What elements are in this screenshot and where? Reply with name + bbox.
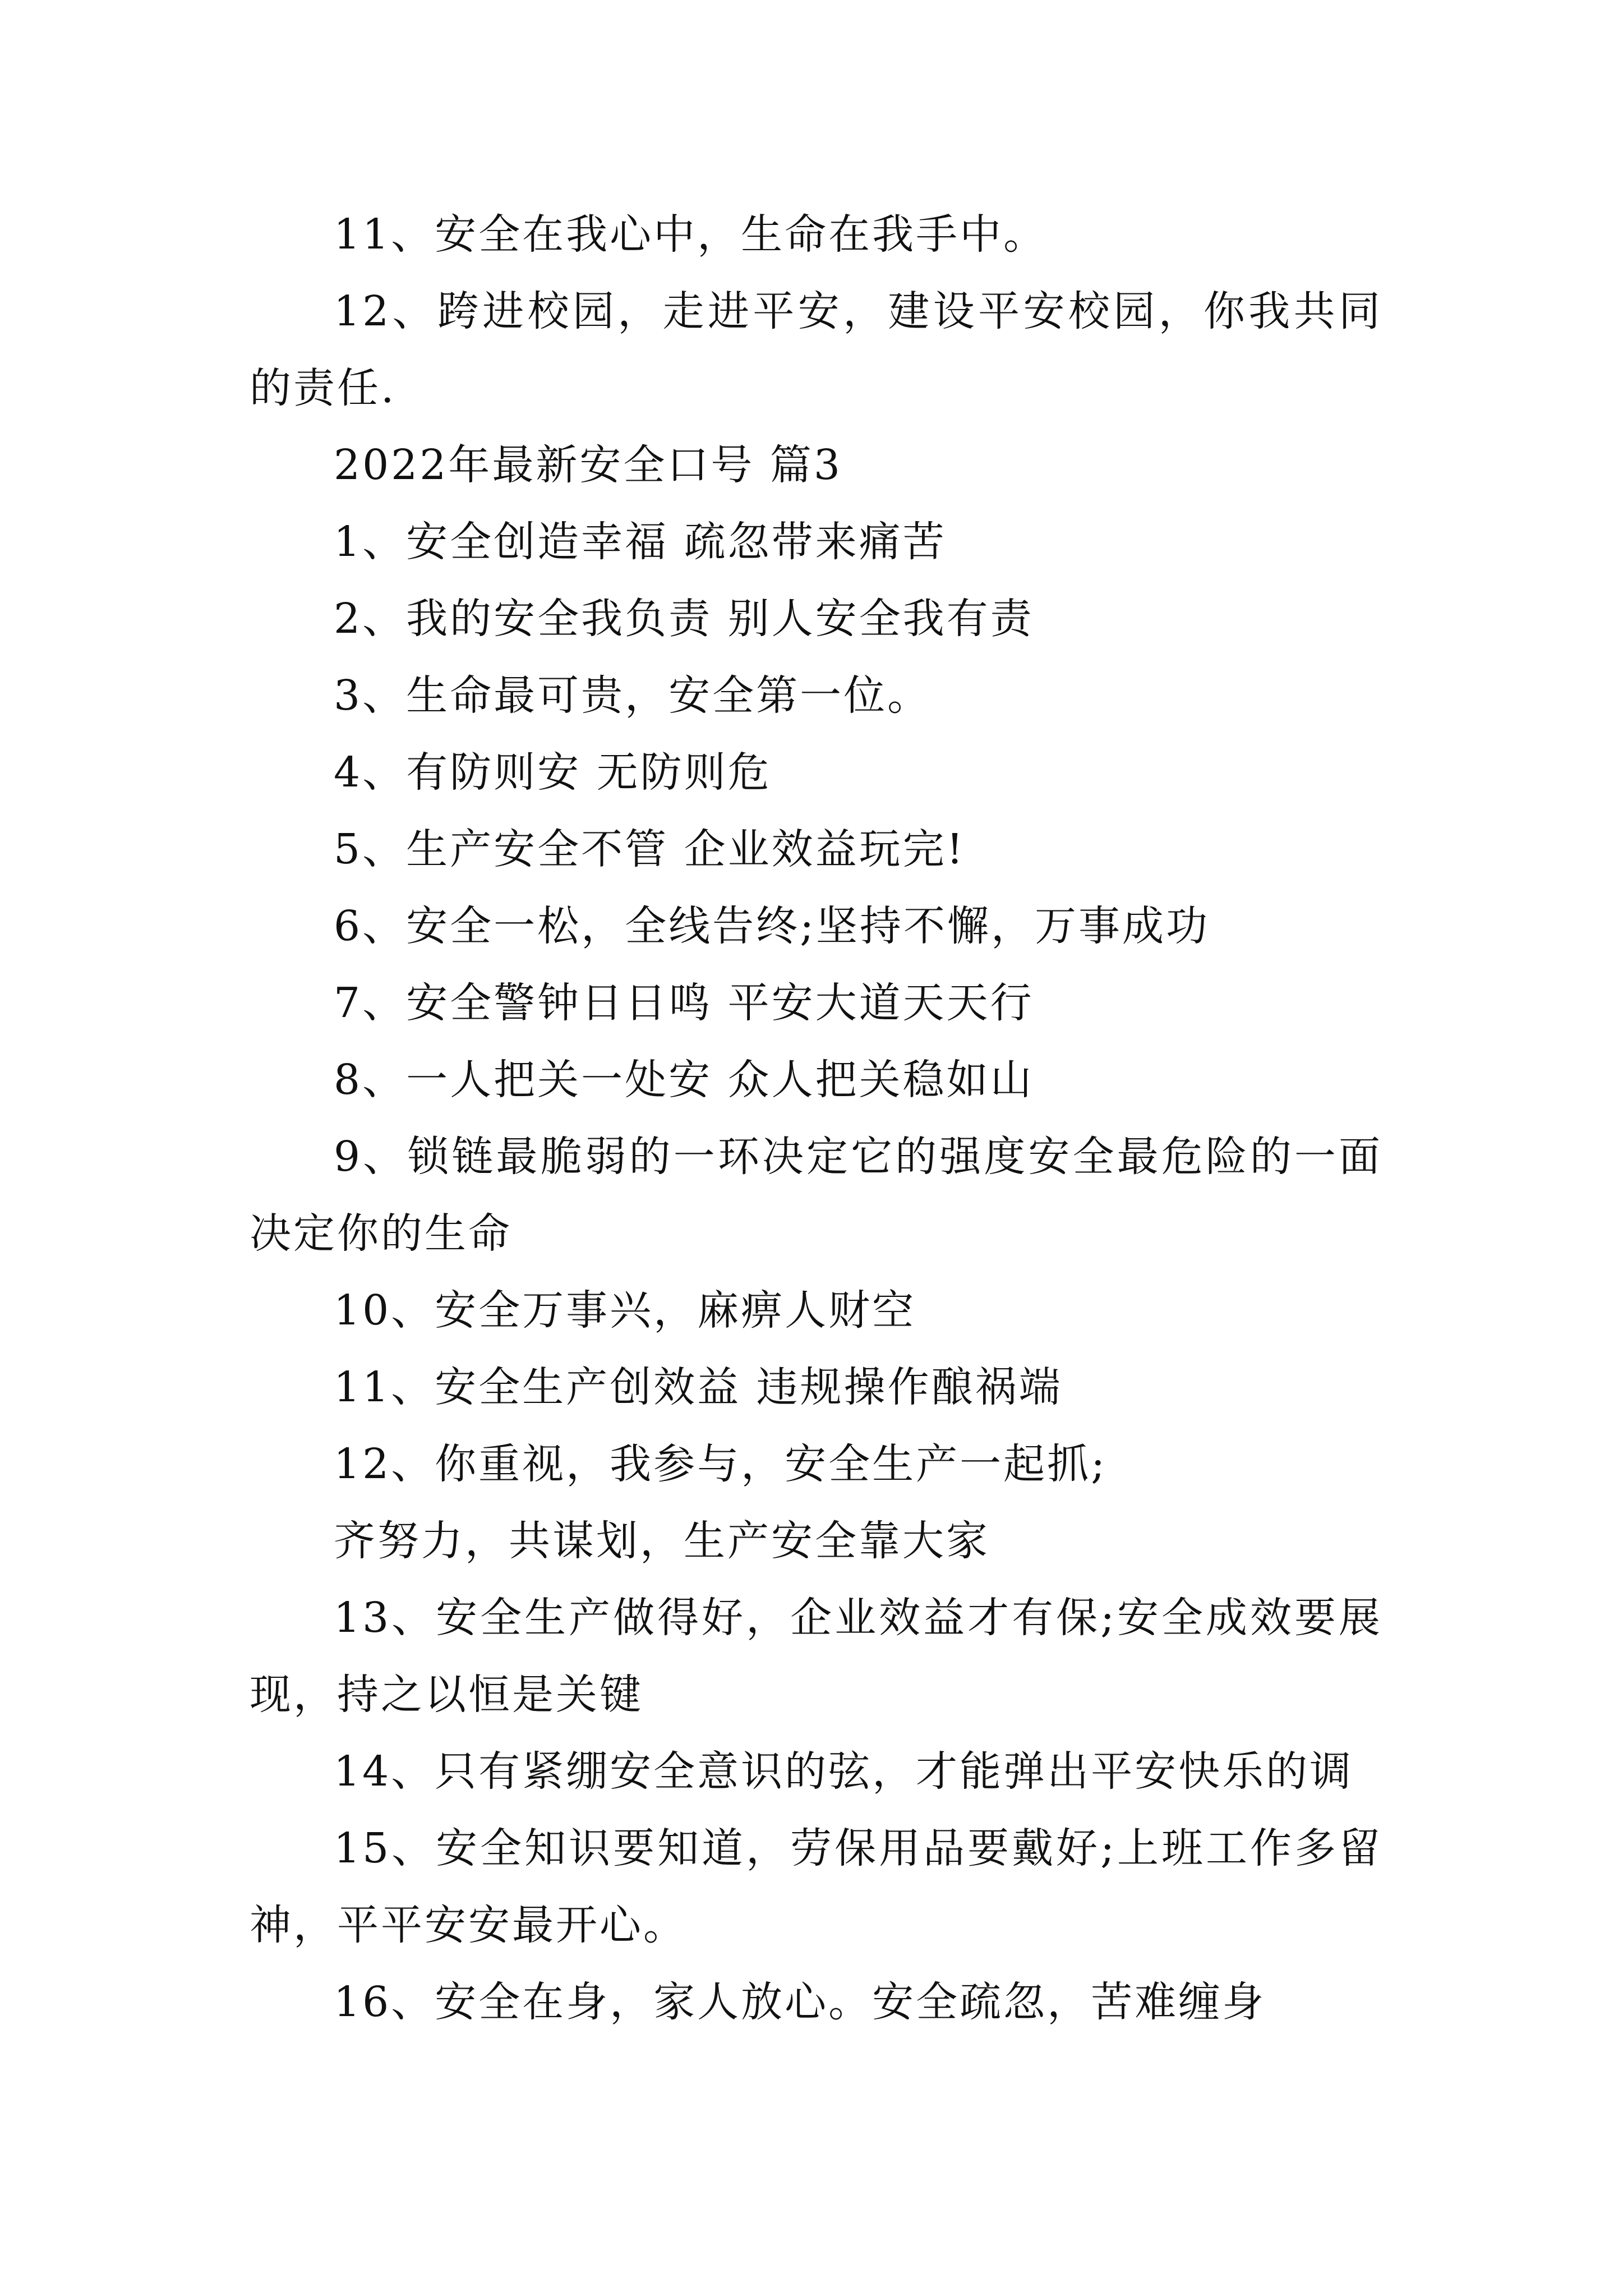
paragraph-7: 5、生产安全不管 企业效益玩完! (334, 825, 966, 873)
paragraph-16: 13、安全生产做得好，企业效益才有保;安全成效要展现，持之以恒是关键 (250, 1594, 1382, 1719)
document-body (250, 196, 1382, 2041)
paragraph-18: 15、安全知识要知道，劳保用品要戴好;上班工作多留神，平平安安最开心。 (250, 1824, 1382, 1949)
paragraph-13: 11、安全生产创效益 违规操作酿祸端 (334, 1363, 1063, 1411)
paragraph-10: 8、一人把关一处安 众人把关稳如山 (334, 1056, 1034, 1104)
paragraph-3: 1、安全创造幸福 疏忽带来痛苦 (334, 518, 947, 566)
section-heading: 2022年最新安全口号 篇3 (334, 441, 842, 489)
paragraph-15: 齐努力，共谋划，生产安全靠大家 (334, 1517, 990, 1565)
paragraph-19: 16、安全在身，家人放心。安全疏忽，苦难缠身 (334, 1978, 1266, 2026)
paragraph-17: 14、只有紧绷安全意识的弦，才能弹出平安快乐的调 (334, 1747, 1354, 1796)
paragraph-14: 12、你重视，我参与，安全生产一起抓; (334, 1440, 1108, 1488)
paragraph-2: 12、跨进校园，走进平安，建设平安校园，你我共同的责任. (250, 287, 1382, 412)
paragraph-12: 10、安全万事兴，麻痹人财空 (334, 1286, 916, 1335)
paragraph-9: 7、安全警钟日日鸣 平安大道天天行 (334, 979, 1034, 1027)
paragraph-5: 3、生命最可贵，安全第一位。 (334, 671, 932, 720)
paragraph-8: 6、安全一松，全线告终;坚持不懈，万事成功 (334, 902, 1210, 950)
paragraph-6: 4、有防则安 无防则危 (334, 748, 772, 797)
paragraph-11: 9、锁链最脆弱的一环决定它的强度安全最危险的一面决定你的生命 (250, 1133, 1382, 1258)
paragraph-4: 2、我的安全我负责 别人安全我有责 (334, 595, 1034, 643)
paragraph-1: 11、安全在我心中，生命在我手中。 (334, 210, 1048, 259)
